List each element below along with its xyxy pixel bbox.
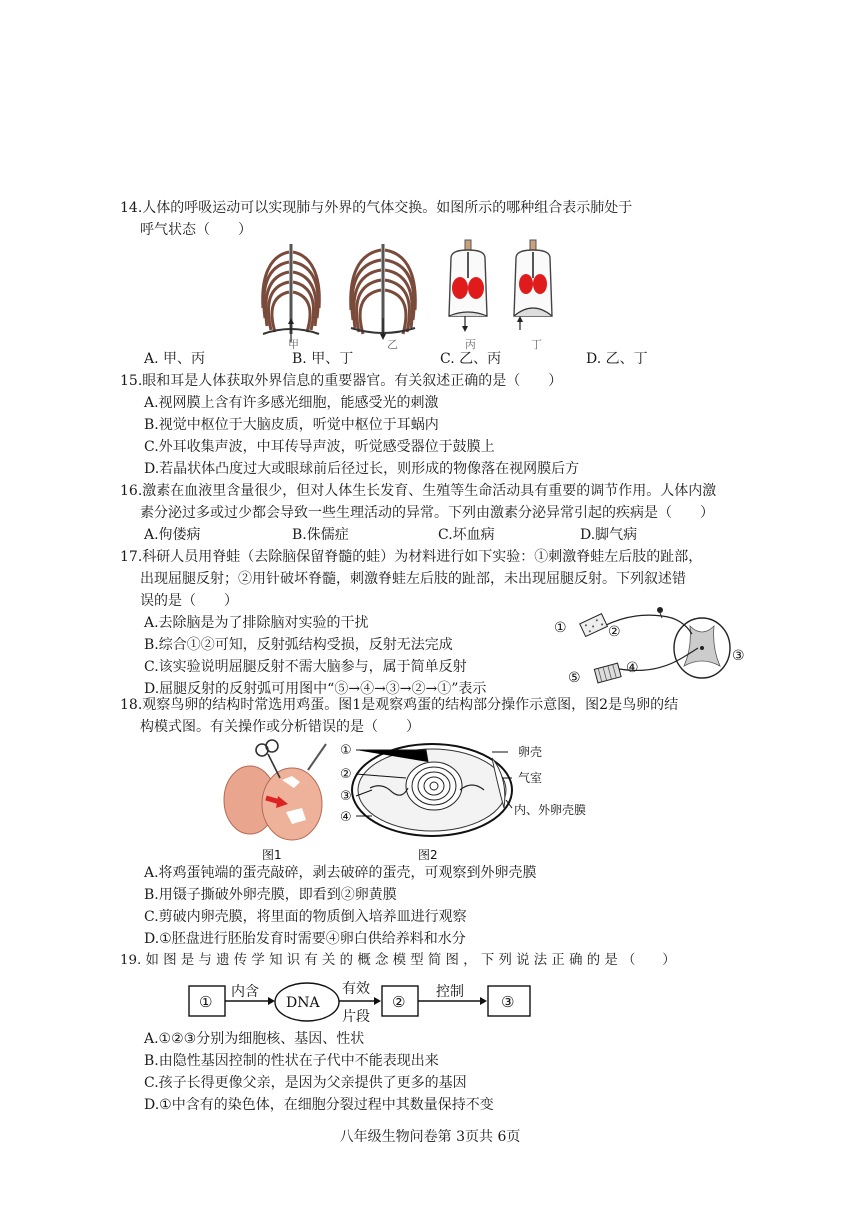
- q19-option-a: A.①②③分别为细胞核、基因、性状: [144, 1031, 365, 1047]
- q15-option-b: B.视觉中枢位于大脑皮质，听觉中枢位于耳蜗内: [144, 417, 439, 433]
- q14-options: [120, 348, 745, 370]
- q16-option-d: D.脚气病: [580, 527, 638, 543]
- q14-option-c: C. 乙、丙: [440, 351, 502, 367]
- label-ding: 丁: [531, 338, 542, 350]
- q19-option-b: B.由隐性基因控制的性状在子代中不能表现出来: [144, 1053, 439, 1069]
- bell-jar-ding: [514, 240, 552, 330]
- arrow-label-contains: 内含: [231, 984, 259, 1000]
- concept-box-2: ②: [392, 993, 406, 1011]
- q15-stem: 15.眼和耳是人体获取外界信息的重要器官。有关叙述正确的是（ ）: [120, 373, 563, 389]
- q19-option-d: D.①中含有的染色体，在细胞分裂过程中其数量保持不变: [144, 1097, 494, 1113]
- q17-option-b: B.综合①②可知，反射弧结构受损，反射无法完成: [144, 637, 453, 653]
- q14-option-a: A. 甲、丙: [144, 351, 206, 367]
- figure-2-caption: 图2: [418, 848, 438, 862]
- label-jia: 甲: [288, 338, 299, 350]
- q15-option-c: C.外耳收集声波，中耳传导声波，听觉感受器位于鼓膜上: [144, 439, 495, 455]
- reflex-label-5: ⑤: [568, 670, 581, 686]
- egg-photo-figure-1: [224, 740, 326, 840]
- q17-option-d: D.屈腿反射的反射弧可用图中“⑤→④→③→②→①”表示: [144, 681, 487, 697]
- q15-option-d: D.若晶状体凸度过大或眼球前后径过长，则形成的物像落在视网膜后方: [144, 461, 580, 477]
- ribcage-jia: [263, 244, 320, 342]
- concept-box-3: ③: [501, 993, 515, 1011]
- question-15: [120, 370, 745, 480]
- reflex-label-3: ③: [732, 648, 745, 664]
- question-14: [120, 197, 745, 241]
- arrow-label-segment: 片段: [342, 1009, 370, 1025]
- reflex-arc-figure: [552, 604, 752, 690]
- q17-option-c: C.该实验说明屈腿反射不需大脑参与，属于简单反射: [144, 659, 467, 675]
- arrow-label-control: 控制: [436, 984, 464, 1000]
- egg-figures: [222, 738, 622, 862]
- egg-label-2: ②: [340, 767, 352, 782]
- air-chamber-label: 气室: [518, 771, 543, 785]
- q19-options: [120, 1028, 745, 1116]
- reflex-label-4: ④: [626, 660, 639, 676]
- page-footer: 八年级生物问卷第 3页共 6页: [339, 1129, 521, 1145]
- q18-option-b: B.用镊子撕破外卵壳膜，即看到②卵黄膜: [144, 887, 397, 903]
- label-bing: 丙: [465, 338, 476, 350]
- q16-stem-line2: 素分泌过多或过少都会导致一些生理活动的异常。下列由激素分泌异常引起的疾病是（ ）: [140, 505, 714, 521]
- ribcage-yi: [351, 244, 416, 340]
- q18-option-c: C.剪破内卵壳膜，将里面的物质倒入培养皿进行观察: [144, 909, 467, 925]
- reflex-label-2: ②: [608, 624, 621, 640]
- question-18: [120, 694, 745, 738]
- q14-stem-line2: 呼气状态（ ）: [140, 222, 252, 238]
- q14-stem-line1: 14.人体的呼吸运动可以实现肺与外界的气体交换。如图所示的哪种组合表示肺处于: [120, 200, 633, 216]
- figure-1-caption: 图1: [262, 848, 282, 862]
- genetics-concept-diagram: [188, 976, 534, 1032]
- question-19: [120, 950, 745, 972]
- q17-stem-line2: 出现屈腿反射；②用针破坏脊髓，刺激脊蛙左后肢的趾部，未出现屈腿反射。下列叙述错: [140, 571, 686, 587]
- breathing-figure: [255, 238, 555, 350]
- q19-option-c: C.孩子长得更像父亲，是因为父亲提供了更多的基因: [144, 1075, 467, 1091]
- q16-option-a: A.佝偻病: [144, 527, 201, 543]
- concept-box-1: ①: [199, 993, 213, 1011]
- q17-option-a: A.去除脑是为了排除脑对实验的干扰: [144, 615, 369, 631]
- eggshell-label: 卵壳: [518, 745, 543, 759]
- q18-stem-line2: 构模式图。有关操作或分析错误的是（ ）: [140, 719, 420, 735]
- q16-option-b: B.侏儒症: [292, 527, 349, 543]
- q18-stem-line1: 18.观察鸟卵的结构时常选用鸡蛋。图1是观察鸡蛋的结构部分操作示意图，图2是鸟卵的结: [120, 697, 679, 713]
- arrow-label-effective: 有效: [342, 981, 370, 997]
- q14-option-d: D. 乙、丁: [586, 351, 648, 367]
- q18-options: [120, 862, 745, 950]
- label-yi: 乙: [387, 338, 398, 350]
- q16-option-c: C.坏血病: [438, 527, 495, 543]
- q17-stem-line3: 误的是（ ）: [140, 593, 238, 609]
- q18-option-a: A.将鸡蛋钝端的蛋壳敲碎，剥去破碎的蛋壳，可观察到外卵壳膜: [144, 865, 537, 881]
- q18-option-d: D.①胚盘进行胚胎发育时需要④卵白供给养料和水分: [144, 931, 466, 947]
- q17-stem-line1: 17.科研人员用脊蛙（去除脑保留脊髓的蛙）为材料进行如下实验：①刺激脊蛙左后肢的趾部，: [120, 549, 703, 565]
- egg-label-4: ④: [340, 810, 352, 825]
- question-16: [120, 480, 745, 546]
- q16-stem-line1: 16.激素在血液里含量很少，但对人体生长发育、生殖等生命活动具有重要的调节作用。人体内激: [120, 483, 717, 499]
- bell-jar-bing: [449, 240, 487, 332]
- shell-membrane-label: 内、外卵壳膜: [514, 803, 587, 817]
- concept-dna: DNA: [286, 995, 320, 1011]
- q15-option-a: A.视网膜上含有许多感光细胞，能感受光的刺激: [144, 395, 439, 411]
- egg-structure-figure-2: [352, 744, 512, 836]
- egg-label-3: ③: [340, 789, 352, 804]
- q19-stem: 19. 如 图 是 与 遗 传 学 知 识 有 关 的 概 念 模 型 简 图 ， 下 列 说 法 正 确 的 是 （ ）: [120, 953, 676, 968]
- egg-label-1: ①: [340, 743, 352, 758]
- reflex-label-1: ①: [554, 620, 567, 636]
- q14-option-b: B. 甲、丁: [292, 351, 354, 367]
